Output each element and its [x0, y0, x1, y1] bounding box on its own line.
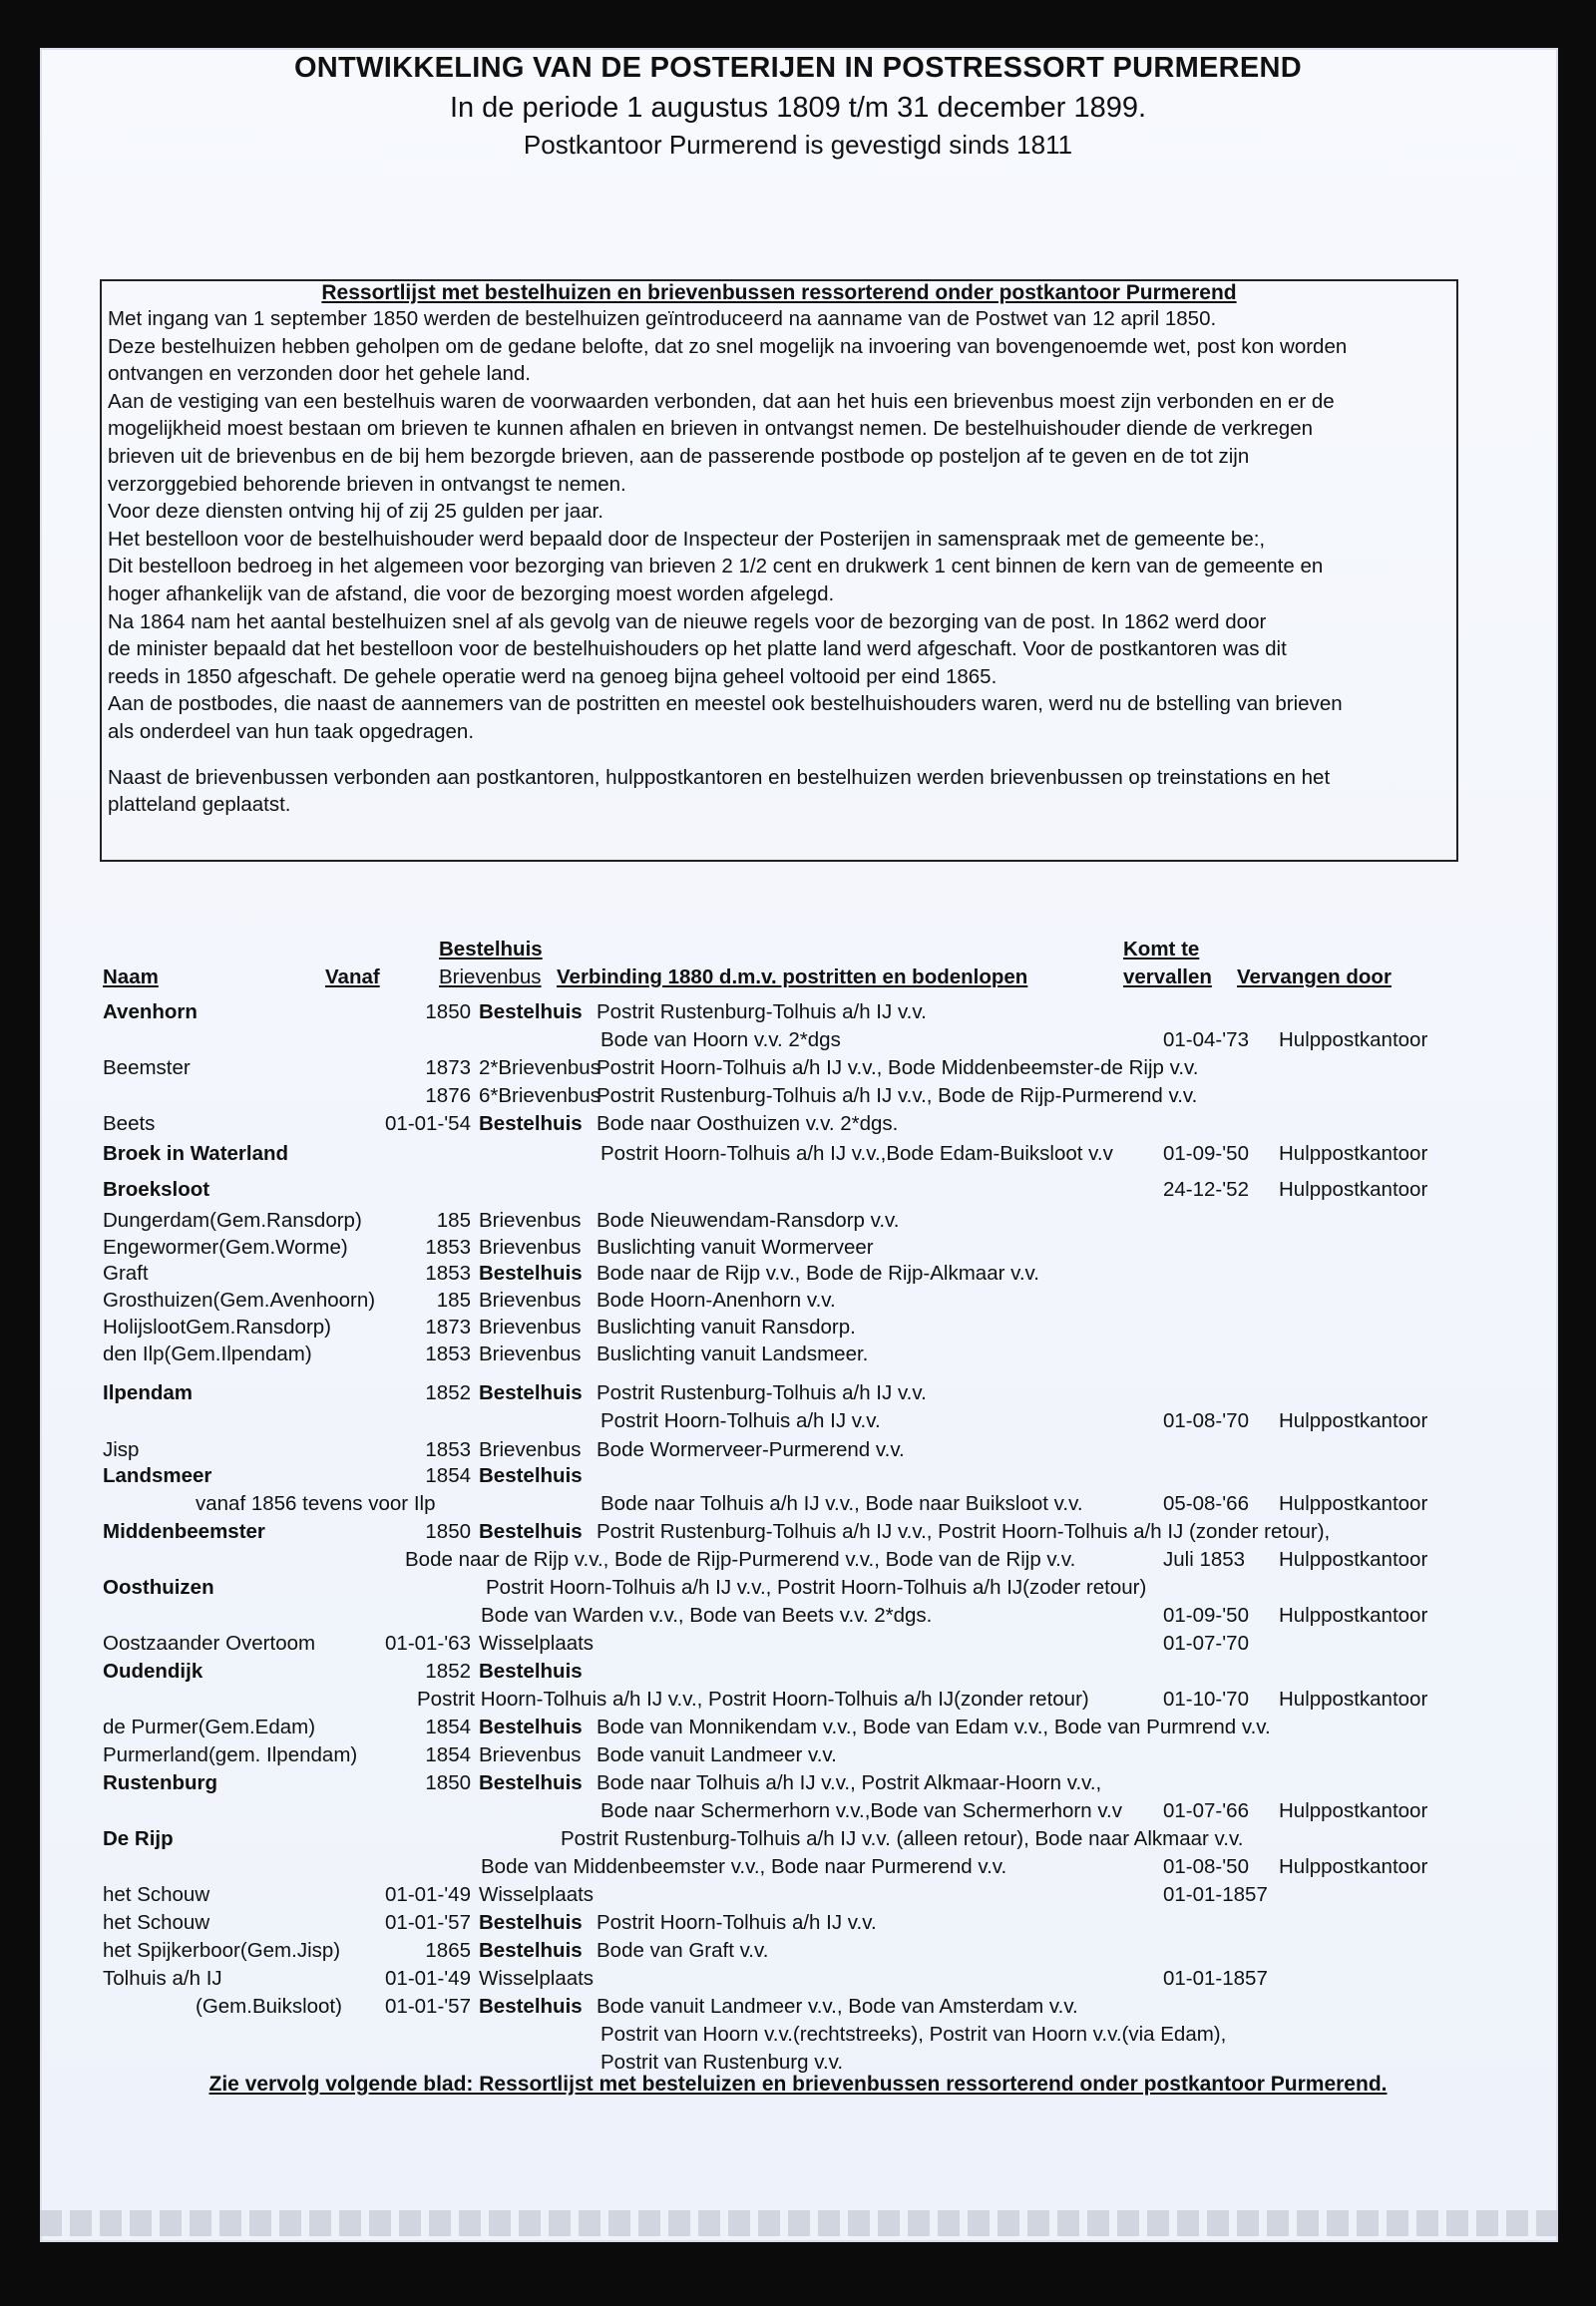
row-type: Brievenbus — [479, 1236, 582, 1259]
row-komt-te-vervallen: 05-08-'66 — [1163, 1492, 1249, 1515]
row-vanaf: 01-01-'49 — [385, 1883, 471, 1906]
intro-line: ontvangen en verzonden door het gehele land. — [108, 362, 532, 386]
row-naam: Avenhorn — [103, 1000, 198, 1023]
row-verbinding: Bode vanuit Landmeer v.v., Bode van Amsterdam v.v. — [597, 1995, 1078, 2018]
row-type: Bestelhuis — [479, 1381, 583, 1404]
intro-title: Ressortlijst met bestelhuizen en brievenbussen ressorterend onder postkantoor Purmerend — [321, 281, 1237, 304]
row-type: Brievenbus — [479, 1438, 582, 1461]
row-verbinding: Postrit Hoorn-Tolhuis a/h IJ v.v., Bode Middenbeemster-de Rijp v.v. — [597, 1056, 1199, 1079]
row-verbinding: Bode Wormerveer-Purmerend v.v. — [597, 1438, 905, 1461]
row-vanaf: 1865 — [425, 1939, 471, 1962]
row-vervangen-door: Hulppostkantoor — [1279, 1028, 1428, 1051]
intro-line: Aan de postbodes, die naast de aannemers van de postritten en meestel ook bestelhuishouders waren, werd nu de bstelling van brieven — [108, 692, 1343, 716]
intro-line: mogelijkheid moest bestaan om brieven te kunnen afhalen en brieven in ontvangst nemen. De bestelhuishouder diende de verkregen — [108, 417, 1314, 441]
row-verbinding: Bode naar de Rijp v.v., Bode de Rijp-Purmerend v.v., Bode van de Rijp v.v. — [405, 1548, 1076, 1571]
page-subtitle: In de periode 1 augustus 1809 t/m 31 december 1899. — [449, 92, 1147, 124]
row-vervangen-door: Hulppostkantoor — [1279, 1548, 1428, 1571]
page-note: Postkantoor Purmerend is gevestigd sinds 1811 — [523, 130, 1073, 160]
row-vanaf: 185 — [436, 1209, 471, 1232]
row-naam: Middenbeemster — [103, 1520, 265, 1543]
row-komt-te-vervallen: 01-01-1857 — [1163, 1967, 1268, 1990]
row-komt-te-vervallen: 01-09-'50 — [1163, 1604, 1249, 1627]
row-naam: Jisp — [103, 1438, 140, 1461]
row-verbinding: Bode naar de Rijp v.v., Bode de Rijp-Alkmaar v.v. — [597, 1262, 1039, 1285]
row-type: Bestelhuis — [479, 1660, 583, 1683]
row-naam: HolijslootGem.Ransdorp) — [103, 1316, 332, 1339]
row-naam: Broek in Waterland — [103, 1142, 289, 1165]
row-naam: Oosthuizen — [103, 1576, 214, 1599]
row-type: Brievenbus — [479, 1209, 582, 1232]
row-vervangen-door: Hulppostkantoor — [1279, 1142, 1428, 1165]
row-komt-te-vervallen: 01-01-1857 — [1163, 1883, 1268, 1906]
binder-edge — [40, 2210, 1558, 2236]
row-vanaf: 1853 — [425, 1236, 471, 1259]
row-naam: Beets — [103, 1112, 156, 1135]
row-type: Wisselplaats — [479, 1632, 595, 1655]
row-naam: Tolhuis a/h IJ — [103, 1967, 222, 1990]
row-type: Bestelhuis — [479, 1716, 583, 1738]
row-verbinding: Bode Hoorn-Anenhorn v.v. — [597, 1289, 836, 1312]
header-vervangen: Vervangen door — [1237, 965, 1392, 988]
row-verbinding: Bode van Middenbeemster v.v., Bode naar Purmerend v.v. — [481, 1855, 1007, 1878]
intro-line: Aan de vestiging van een bestelhuis waren de voorwaarden verbonden, dat aan het huis een brievenbus moest zijn verbonden en er de — [108, 389, 1335, 413]
row-verbinding: Bode vanuit Landmeer v.v. — [597, 1743, 837, 1766]
intro-line: Voor deze diensten ontving hij of zij 25 gulden per jaar. — [108, 500, 603, 524]
row-type: Bestelhuis — [479, 1520, 583, 1543]
row-verbinding: Bode van Hoorn v.v. 2*dgs — [600, 1028, 841, 1051]
row-vanaf: 1850 — [425, 1520, 471, 1543]
row-vanaf: 1853 — [425, 1343, 471, 1365]
row-verbinding: Bode van Monnikendam v.v., Bode van Edam v.v., Bode van Purmrend v.v. — [597, 1716, 1271, 1738]
row-naam: Engewormer(Gem.Worme) — [103, 1236, 348, 1259]
row-verbinding: Postrit Hoorn-Tolhuis a/h IJ v.v. — [597, 1911, 877, 1934]
row-vanaf: 1854 — [425, 1743, 471, 1766]
row-verbinding: Bode van Graft v.v. — [597, 1939, 769, 1962]
row-type: Bestelhuis — [479, 1112, 583, 1135]
row-type: Brievenbus — [479, 1316, 582, 1339]
row-naam: Beemster — [103, 1056, 191, 1079]
page-title: ONTWIKKELING VAN DE POSTERIJEN IN POSTRESSORT PURMEREND — [293, 52, 1303, 84]
row-vanaf: 1873 — [425, 1316, 471, 1339]
row-verbinding: Bode Nieuwendam-Ransdorp v.v. — [597, 1209, 900, 1232]
header-bestelhuis: Bestelhuis — [439, 938, 543, 961]
row-type: 6*Brievenbus — [479, 1084, 600, 1107]
row-type: Brievenbus — [479, 1289, 582, 1312]
row-verbinding: Postrit Rustenburg-Tolhuis a/h IJ v.v. (alleen retour), Bode naar Alkmaar v.v. — [561, 1827, 1244, 1850]
row-vanaf: 1850 — [425, 1771, 471, 1794]
intro-line: verzorggebied behorende brieven in ontvangst te nemen. — [108, 472, 626, 496]
row-type: Wisselplaats — [479, 1967, 595, 1990]
row-vanaf: 01-01-'63 — [385, 1632, 471, 1655]
intro-box — [100, 279, 1458, 862]
header-verbinding: Verbinding 1880 d.m.v. postritten en bodenlopen — [557, 965, 1028, 988]
row-naam: vanaf 1856 tevens voor Ilp — [196, 1492, 436, 1515]
intro-line: brieven uit de brievenbus en de bij hem bezorgde brieven, aan de passerende postbode op posteljon af te geven en de tot zijn — [108, 444, 1250, 468]
row-naam: het Schouw — [103, 1911, 210, 1934]
row-vervangen-door: Hulppostkantoor — [1279, 1855, 1428, 1878]
row-komt-te-vervallen: 01-09-'50 — [1163, 1142, 1249, 1165]
row-type: Bestelhuis — [479, 1771, 583, 1794]
row-vanaf: 01-01-'49 — [385, 1967, 471, 1990]
row-komt-te-vervallen: 01-07-'70 — [1163, 1632, 1249, 1655]
row-verbinding: Postrit Rustenburg-Tolhuis a/h IJ v.v., Postrit Hoorn-Tolhuis a/h IJ (zonder retour), — [597, 1520, 1331, 1543]
intro-line: Dit bestelloon bedroeg in het algemeen voor bezorging van brieven 2 1/2 cent en drukwerk 1 cent binnen de kern van de gemeente en — [108, 555, 1324, 578]
intro-line: de minister bepaald dat het bestelloon voor de bestelhuishouders op het platte land werd afgeschaft. Voor de postkantoren was dit — [108, 637, 1287, 661]
row-vervangen-door: Hulppostkantoor — [1279, 1178, 1428, 1201]
intro-line: Het bestelloon voor de bestelhuishouder werd bepaald door de Inspecteur der Posterijen in samenspraak met de gemeente be:, — [108, 527, 1266, 551]
row-type: Bestelhuis — [479, 1262, 583, 1285]
intro-final-text — [108, 764, 1450, 819]
row-type: Brievenbus — [479, 1743, 582, 1766]
row-verbinding: Postrit Hoorn-Tolhuis a/h IJ v.v.,Bode Edam-Buiksloot v.v — [600, 1142, 1113, 1165]
row-type: Bestelhuis — [479, 1000, 583, 1023]
row-naam: Ilpendam — [103, 1381, 193, 1404]
row-vanaf: 1853 — [425, 1262, 471, 1285]
row-verbinding: Buslichting vanuit Ransdorp. — [597, 1316, 856, 1339]
row-type: Bestelhuis — [479, 1995, 583, 2018]
header-komt-te: Komt te — [1123, 938, 1200, 961]
row-naam: Rustenburg — [103, 1771, 218, 1794]
row-verbinding: Bode naar Schermerhorn v.v.,Bode van Schermerhorn v.v — [600, 1799, 1123, 1822]
row-naam: Grosthuizen(Gem.Avenhoorn) — [103, 1289, 376, 1312]
intro-line: als onderdeel van hun taak opgedragen. — [108, 719, 475, 743]
row-komt-te-vervallen: 01-04-'73 — [1163, 1028, 1249, 1051]
row-naam: Graft — [103, 1262, 149, 1285]
row-naam: het Spijkerboor(Gem.Jisp) — [103, 1939, 341, 1962]
row-verbinding: Postrit Rustenburg-Tolhuis a/h IJ v.v. — [597, 1381, 927, 1404]
header-vervallen: vervallen — [1123, 965, 1212, 988]
intro-line: Met ingang van 1 september 1850 werden de bestelhuizen geïntroduceerd na aanname van de Postwet van 12 april 1850. — [108, 307, 1217, 330]
row-komt-te-vervallen: 01-10-'70 — [1163, 1688, 1249, 1711]
row-naam: Landsmeer — [103, 1464, 212, 1487]
intro-line: Na 1864 nam het aantal bestelhuizen snel af als gevolg van de nieuwe regels voor de bezorging van de post. In 1862 werd door — [108, 609, 1267, 633]
row-vervangen-door: Hulppostkantoor — [1279, 1688, 1428, 1711]
row-vervangen-door: Hulppostkantoor — [1279, 1604, 1428, 1627]
row-verbinding: Postrit Rustenburg-Tolhuis a/h IJ v.v. — [597, 1000, 927, 1023]
row-vanaf: 1852 — [425, 1381, 471, 1404]
row-vanaf: 185 — [436, 1289, 471, 1312]
row-verbinding: Bode van Warden v.v., Bode van Beets v.v. 2*dgs. — [481, 1604, 933, 1627]
row-vanaf: 01-01-'54 — [385, 1112, 471, 1135]
row-verbinding: Postrit Rustenburg-Tolhuis a/h IJ v.v., Bode de Rijp-Purmerend v.v. — [597, 1084, 1198, 1107]
row-vanaf: 1852 — [425, 1660, 471, 1683]
row-verbinding: Buslichting vanuit Landsmeer. — [597, 1343, 869, 1365]
row-naam: Purmerland(gem. Ilpendam) — [103, 1743, 358, 1766]
row-vervangen-door: Hulppostkantoor — [1279, 1799, 1428, 1822]
row-verbinding: Postrit van Rustenburg v.v. — [600, 2051, 844, 2074]
row-naam: Dungerdam(Gem.Ransdorp) — [103, 1209, 362, 1232]
row-komt-te-vervallen: 01-08-'70 — [1163, 1409, 1249, 1432]
row-verbinding: Postrit van Hoorn v.v.(rechtstreeks), Postrit van Hoorn v.v.(via Edam), — [600, 2023, 1227, 2046]
row-naam: het Schouw — [103, 1883, 210, 1906]
row-verbinding: Bode naar Tolhuis a/h IJ v.v., Bode naar Buiksloot v.v. — [600, 1492, 1083, 1515]
row-verbinding: Postrit Hoorn-Tolhuis a/h IJ v.v. — [600, 1409, 881, 1432]
header-vanaf: Vanaf — [325, 965, 380, 988]
row-vanaf: 01-01-'57 — [385, 1995, 471, 2018]
row-verbinding: Postrit Hoorn-Tolhuis a/h IJ v.v., Postrit Hoorn-Tolhuis a/h IJ(zonder retour) — [417, 1688, 1089, 1711]
header-brievenbus: Brievenbus — [439, 965, 542, 988]
row-komt-te-vervallen: Juli 1853 — [1163, 1548, 1246, 1571]
footer-note: Zie vervolg volgende blad: Ressortlijst met besteluizen en brievenbussen ressorterend onder postkantoor Purmerend. — [208, 2073, 1388, 2096]
intro-final-line: Naast de brievenbussen verbonden aan postkantoren, hulppostkantoren en bestelhuizen werden brievenbussen op treinstations en het — [108, 765, 1331, 789]
row-naam: den Ilp(Gem.Ilpendam) — [103, 1343, 312, 1365]
row-vanaf: 1853 — [425, 1438, 471, 1461]
intro-line: reeds in 1850 afgeschaft. De gehele operatie werd na genoeg bijna geheel voltooid per eind 1865. — [108, 664, 998, 688]
row-type: Bestelhuis — [479, 1911, 583, 1934]
intro-line: hoger afhankelijk van de afstand, die voor de bezorging moest worden afgelegd. — [108, 581, 835, 605]
row-vervangen-door: Hulppostkantoor — [1279, 1492, 1428, 1515]
row-type: Bestelhuis — [479, 1464, 583, 1487]
row-komt-te-vervallen: 01-08-'50 — [1163, 1855, 1249, 1878]
row-verbinding: Buslichting vanuit Wormerveer — [597, 1236, 874, 1259]
header-naam: Naam — [103, 965, 159, 988]
row-vanaf: 01-01-'57 — [385, 1911, 471, 1934]
intro-line: Deze bestelhuizen hebben geholpen om de gedane belofte, dat zo snel mogelijk na invoering van bovengenoemde wet, post kon worden — [108, 334, 1348, 358]
row-vanaf: 1854 — [425, 1464, 471, 1487]
row-verbinding: Bode naar Oosthuizen v.v. 2*dgs. — [597, 1112, 899, 1135]
row-verbinding: Postrit Hoorn-Tolhuis a/h IJ v.v., Postrit Hoorn-Tolhuis a/h IJ(zoder retour) — [486, 1576, 1147, 1599]
row-verbinding: Bode naar Tolhuis a/h IJ v.v., Postrit Alkmaar-Hoorn v.v., — [597, 1771, 1102, 1794]
row-naam: (Gem.Buiksloot) — [196, 1995, 342, 2018]
row-type: Wisselplaats — [479, 1883, 595, 1906]
row-naam: de Purmer(Gem.Edam) — [103, 1716, 316, 1738]
row-vanaf: 1854 — [425, 1716, 471, 1738]
row-type: Bestelhuis — [479, 1939, 583, 1962]
row-type: Brievenbus — [479, 1343, 582, 1365]
row-vanaf: 1850 — [425, 1000, 471, 1023]
row-naam: Oudendijk — [103, 1660, 203, 1683]
intro-text — [108, 305, 1450, 746]
row-vanaf: 1873 — [425, 1056, 471, 1079]
row-komt-te-vervallen: 01-07-'66 — [1163, 1799, 1249, 1822]
row-naam: Broeksloot — [103, 1178, 210, 1201]
intro-final-line: platteland geplaatst. — [108, 793, 291, 817]
row-naam: Oostzaander Overtoom — [103, 1632, 316, 1655]
row-komt-te-vervallen: 24-12-'52 — [1163, 1178, 1249, 1201]
row-type: 2*Brievenbus — [479, 1056, 600, 1079]
row-vervangen-door: Hulppostkantoor — [1279, 1409, 1428, 1432]
row-vanaf: 1876 — [425, 1084, 471, 1107]
row-naam: De Rijp — [103, 1827, 174, 1850]
